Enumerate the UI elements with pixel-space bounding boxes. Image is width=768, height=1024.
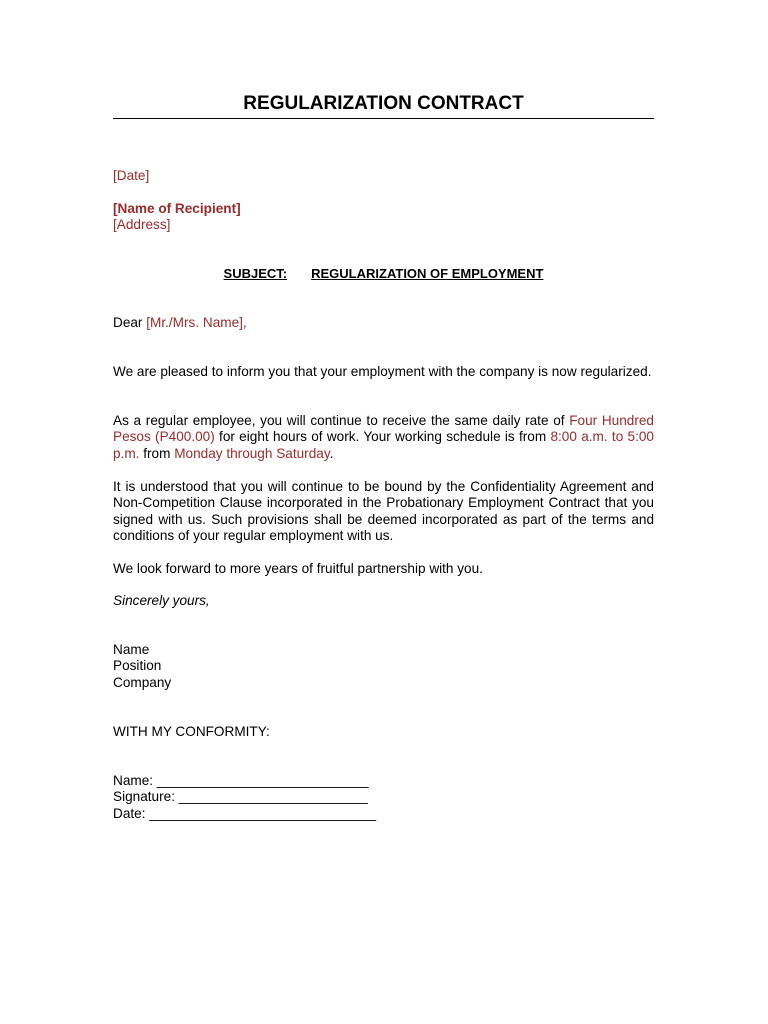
salutation <box>113 315 654 331</box>
date-placeholder: [Date] <box>113 168 150 183</box>
document-title: REGULARIZATION CONTRACT <box>243 93 524 114</box>
paragraph-rate-schedule <box>113 413 654 462</box>
para2-part4: . <box>329 445 334 461</box>
signatory-position: Position <box>113 658 162 674</box>
paragraph-partnership: We look forward to more years of fruitful partnership with you. <box>113 561 483 576</box>
subject-text: REGULARIZATION OF EMPLOYMENT <box>311 266 544 281</box>
conformity-date-line: Date: ______________________________ <box>113 805 377 821</box>
signatory-company: Company <box>113 674 172 690</box>
salutation-name: [Mr./Mrs. Name], <box>146 315 247 330</box>
para2-part1: As a regular employee, you will continue to receive the same daily rate of <box>113 413 570 428</box>
conformity-signature-line: Signature: _________________________ <box>113 789 368 805</box>
para2-part2: for eight hours of work. Your working schedule is from <box>214 429 551 445</box>
daily-rate: Four Hundred Pesos (P400.00) <box>113 413 654 445</box>
closing: Sincerely yours, <box>113 593 210 608</box>
salutation-prefix: Dear <box>113 315 147 330</box>
conformity-fields <box>113 773 654 822</box>
working-days: Monday through Saturday <box>174 445 330 461</box>
recipient-address: [Address] <box>113 217 171 233</box>
paragraph-confidentiality: It is understood that you will continue to be bound by the Confidentiality Agreement and Non-Competition Clause incorporated in the Probationary Employment Contract that you signed with us. Such provisions shall be deemed incorporated as part of the terms and conditions of your regular employment with us. <box>113 479 654 544</box>
para2-part3: from <box>139 445 175 461</box>
conformity-label: WITH MY CONFORMITY: <box>113 724 270 739</box>
subject-label: SUBJECT: <box>223 266 288 281</box>
recipient-name: [Name of Recipient] <box>113 201 241 216</box>
working-hours: 8:00 a.m. to 5:00 p.m. <box>113 429 654 461</box>
conformity-name-line: Name: ____________________________ <box>113 773 369 788</box>
title-underline <box>113 118 654 119</box>
subject-line <box>113 266 654 282</box>
signatory-name: Name <box>113 642 150 657</box>
signatory-block <box>113 642 654 691</box>
recipient-block <box>113 201 654 234</box>
paragraph-regularized: We are pleased to inform you that your employment with the company is now regularized. <box>113 364 652 379</box>
